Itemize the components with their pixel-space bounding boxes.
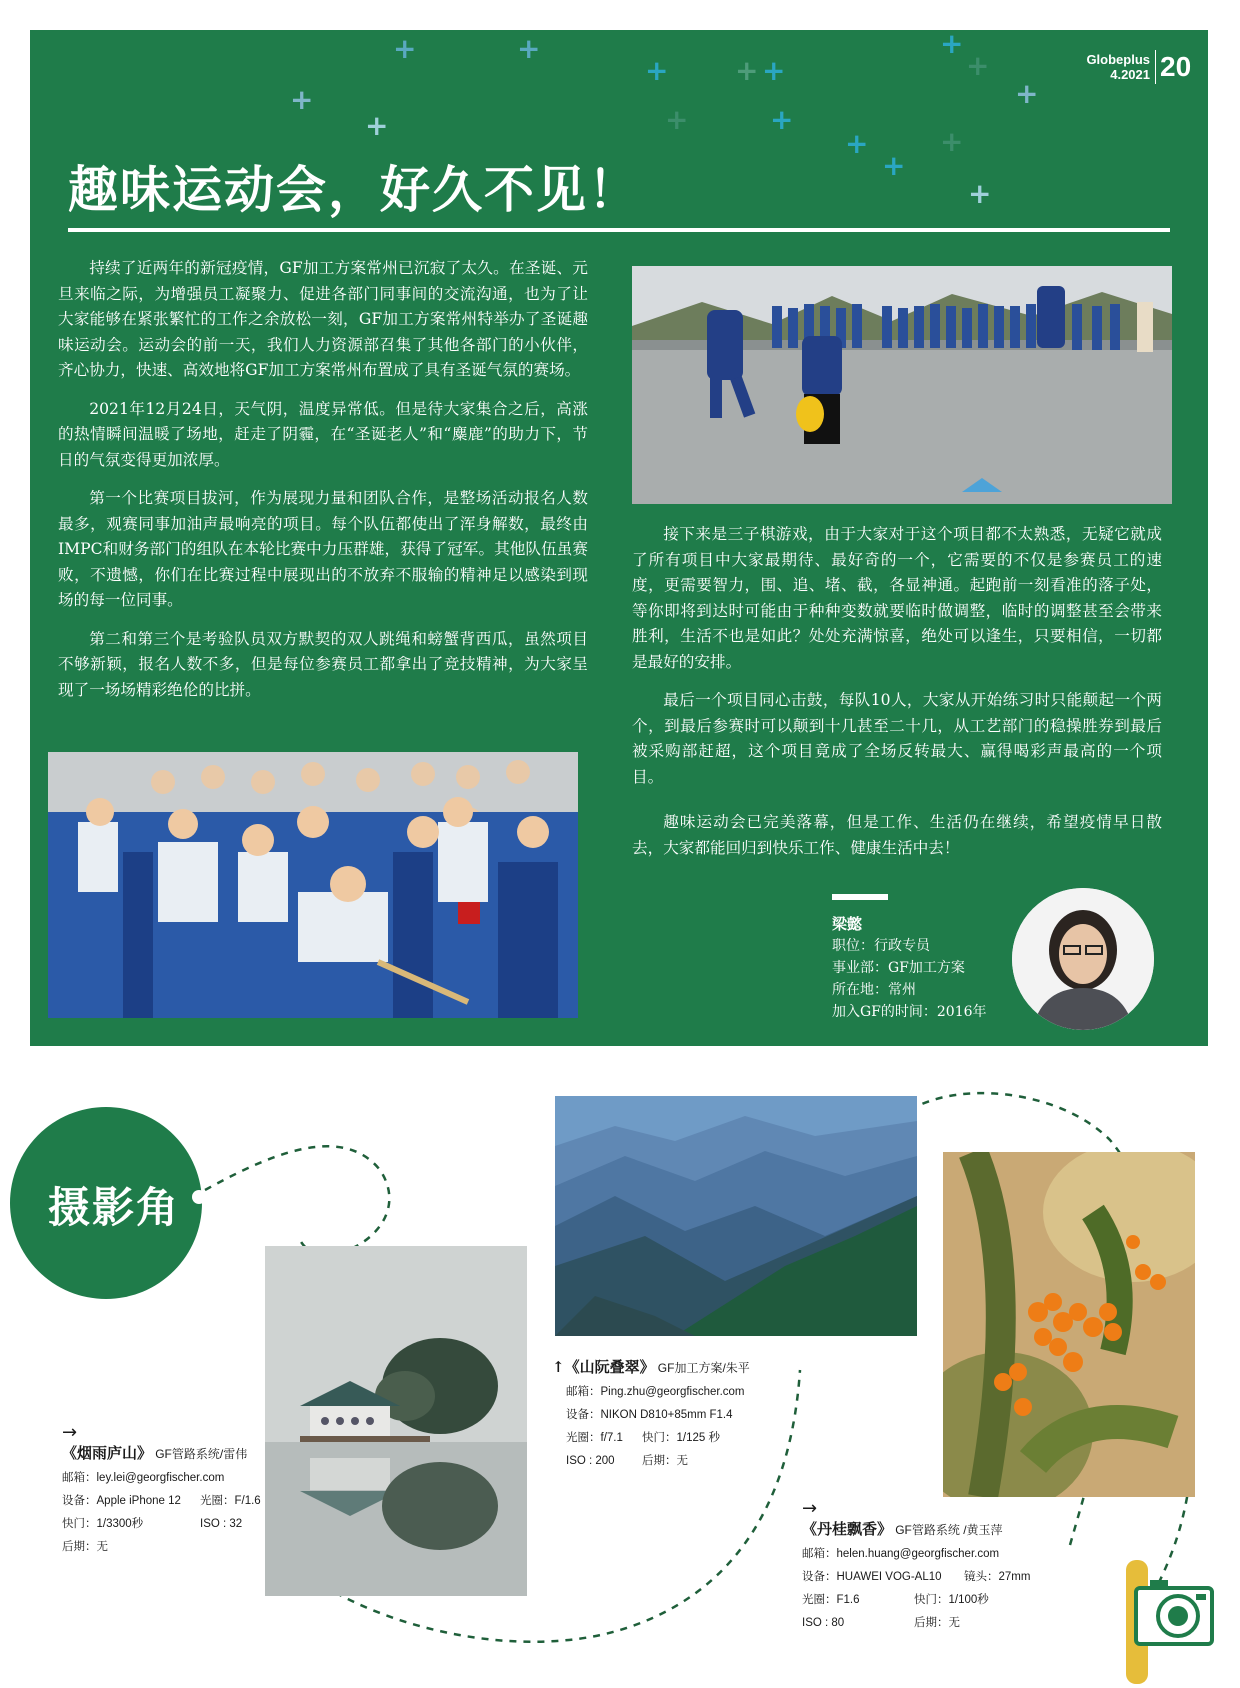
magazine-brand: [1074, 52, 1150, 82]
mountain-image: [555, 1096, 917, 1336]
photo-aperture: 光圈：F1.6: [802, 1594, 860, 1606]
photo-author: GF管路系统/雷伟: [155, 1447, 248, 1461]
author-name: 梁懿: [832, 915, 863, 933]
plus-icon: +: [1015, 77, 1039, 110]
camera-icon-svg: [1116, 1560, 1220, 1684]
article-left-column: [58, 256, 588, 716]
photo-title-text: 《山阮叠翠》: [564, 1358, 655, 1376]
relay-game-image: [632, 266, 1172, 504]
plus-icon: +: [966, 49, 990, 82]
plus-icon: +: [770, 103, 794, 136]
author-info: [832, 913, 987, 1023]
photo-title: 《丹桂飘香》: [802, 1520, 893, 1538]
camera-icon: [1116, 1560, 1220, 1684]
photo-post: 后期：无: [642, 1455, 688, 1467]
paragraph: 接下来是三子棋游戏，由于大家对于这个项目都不太熟悉，无疑它就成了所有项目中大家最期待、最好奇的一个，它需要的不仅是参赛员工的速度，更需要智力，围、追、堵、截，各显神通。起跑前一刻看准的落子处，等你即将到达时可能由于种种变数就要临时做调整，临时的调整甚至会带来胜利，生活不也是如此？处处充满惊喜，绝处可以逢生，只要相信，一切都是最好的安排。: [632, 525, 1162, 671]
author-joined: 加入GF的时间：2016年: [832, 1004, 987, 1020]
photo-email: 邮箱：helen.huang@georgfischer.com: [802, 1548, 1000, 1560]
photo-author: GF管路系统 /黄玉萍: [895, 1523, 1003, 1537]
photo-email: 邮箱：ley.lei@georgfischer.com: [62, 1472, 225, 1484]
plus-icon: +: [940, 125, 964, 158]
plus-icon: +: [290, 83, 314, 116]
osmanthus-photo: [943, 1152, 1195, 1497]
paragraph: 趣味运动会已完美落幕，但是工作、生活仍在继续，希望疫情早日散去，大家都能回归到快乐工作、健康生活中去！: [632, 813, 1162, 857]
header-divider: [1155, 50, 1156, 84]
photo-device: 设备：HUAWEI VOG-AL10: [802, 1571, 942, 1583]
caption-mountain: [552, 1356, 812, 1473]
lushan-image: [265, 1246, 527, 1596]
caption-lushan: [62, 1424, 292, 1559]
photo-shutter: 快门：1/100秒: [914, 1594, 989, 1606]
plus-icon: +: [940, 27, 964, 60]
plus-icon: +: [762, 54, 786, 87]
author-portrait: [1012, 888, 1154, 1030]
photo-shutter: 快门：1/3300秒: [62, 1518, 144, 1530]
tug-of-war-photo: [48, 752, 578, 1018]
photo-aperture: 光圈：f/7.1: [566, 1432, 623, 1444]
photo-post: 后期：无: [62, 1541, 108, 1553]
issue-label: 4.2021: [1110, 67, 1150, 82]
author-location: 所在地：常州: [832, 982, 916, 998]
arrow-up-icon: ↑: [552, 1358, 565, 1376]
plus-icon: +: [882, 149, 906, 182]
photo-device: 设备：NIKON D810+85mm F1.4: [566, 1409, 733, 1421]
relay-game-photo: [632, 266, 1172, 504]
photo-post: 后期：无: [914, 1617, 960, 1629]
arrow-right-icon: →: [802, 1498, 818, 1519]
photo-title: 《烟雨庐山》: [62, 1444, 153, 1462]
photo-author: GF加工方案/朱平: [657, 1361, 750, 1375]
plus-icon: +: [735, 54, 759, 87]
plus-icon: +: [645, 54, 669, 87]
title-divider: [68, 228, 1170, 232]
plus-icon: +: [393, 32, 417, 65]
section-title: 摄影角: [48, 1183, 181, 1232]
article-right-column: [632, 522, 1162, 874]
photo-shutter: 快门：1/125 秒: [642, 1432, 720, 1444]
photo-iso: ISO : 200: [566, 1455, 615, 1467]
photo-iso: ISO : 80: [802, 1617, 845, 1629]
mountain-photo: [555, 1096, 917, 1336]
photo-device: 设备：Apple iPhone 12: [62, 1495, 181, 1507]
arrow-right-icon: →: [62, 1422, 78, 1443]
plus-icon: +: [365, 109, 389, 142]
page-number: 20: [1160, 51, 1192, 82]
section-dot: [192, 1190, 206, 1204]
paragraph: 第一个比赛项目拔河，作为展现力量和团队合作，是整场活动报名人数最多，观赛同事加油声最响亮的项目。每个队伍都使出了浑身解数，最终由IMPC和财务部门的组队在本轮比赛中力压群雄，获得了冠军。其他队伍虽赛败，不遗憾，你们在比赛过程中展现出的不放弃不服输的精神足以感染到现场的每一位同事。: [58, 489, 588, 609]
plus-icon: +: [665, 103, 689, 136]
author-division: 事业部：GF加工方案: [832, 960, 965, 976]
avatar: [1012, 888, 1154, 1030]
paragraph: 2021年12月24日，天气阴，温度异常低。但是待大家集合之后，高涨的热情瞬间温暖了场地，赶走了阴霾，在“圣诞老人”和“麋鹿”的助力下，节日的气氛变得更加浓厚。: [58, 399, 588, 469]
photo-aperture: 光圈：F/1.6: [200, 1495, 261, 1507]
photo-title: [552, 1358, 655, 1376]
tug-of-war-image: [48, 752, 578, 1018]
paragraph: 持续了近两年的新冠疫情，GF加工方案常州已沉寂了太久。在圣诞、元旦来临之际，为增强员工凝聚力、促进各部门同事间的交流沟通，也为了让大家能够在紧张繁忙的工作之余放松一刻，GF加工方案常州特举办了圣诞趣味运动会。运动会的前一天，我们人力资源部召集了其他各部门的小伙伴，齐心协力，快速、高效地将GF加工方案常州布置成了具有圣诞气氛的赛场。: [58, 259, 588, 379]
photo-iso: ISO : 32: [200, 1518, 243, 1530]
plus-icon: +: [845, 127, 869, 160]
brand-name: Globeplus: [1086, 52, 1150, 67]
plus-icon: +: [517, 32, 541, 65]
photo-email: 邮箱：Ping.zhu@georgfischer.com: [566, 1386, 745, 1398]
plus-icon: +: [968, 177, 992, 210]
article-title: 趣味运动会，好久不见！: [68, 160, 640, 219]
photo-lens: 镜头：27mm: [964, 1571, 1031, 1583]
caption-osmanthus: [802, 1500, 1102, 1635]
paragraph: 第二和第三个是考验队员双方默契的双人跳绳和螃蟹背西瓜，虽然项目不够新颖，报名人数不多，但是每位参赛员工都拿出了竞技精神，为大家呈现了一场场精彩绝伦的比拼。: [58, 629, 588, 699]
lushan-photo: [265, 1246, 527, 1596]
author-divider: [832, 894, 888, 900]
author-title: 职位：行政专员: [832, 938, 930, 954]
osmanthus-image: [943, 1152, 1195, 1497]
paragraph: 最后一个项目同心击鼓，每队10人，大家从开始练习时只能颠起一个两个，到最后参赛时可以颠到十几甚至二十几，从工艺部门的稳操胜券到最后被采购部赶超，这个项目竟成了全场反转最大、赢得喝彩声最高的一个项目。: [632, 691, 1162, 786]
